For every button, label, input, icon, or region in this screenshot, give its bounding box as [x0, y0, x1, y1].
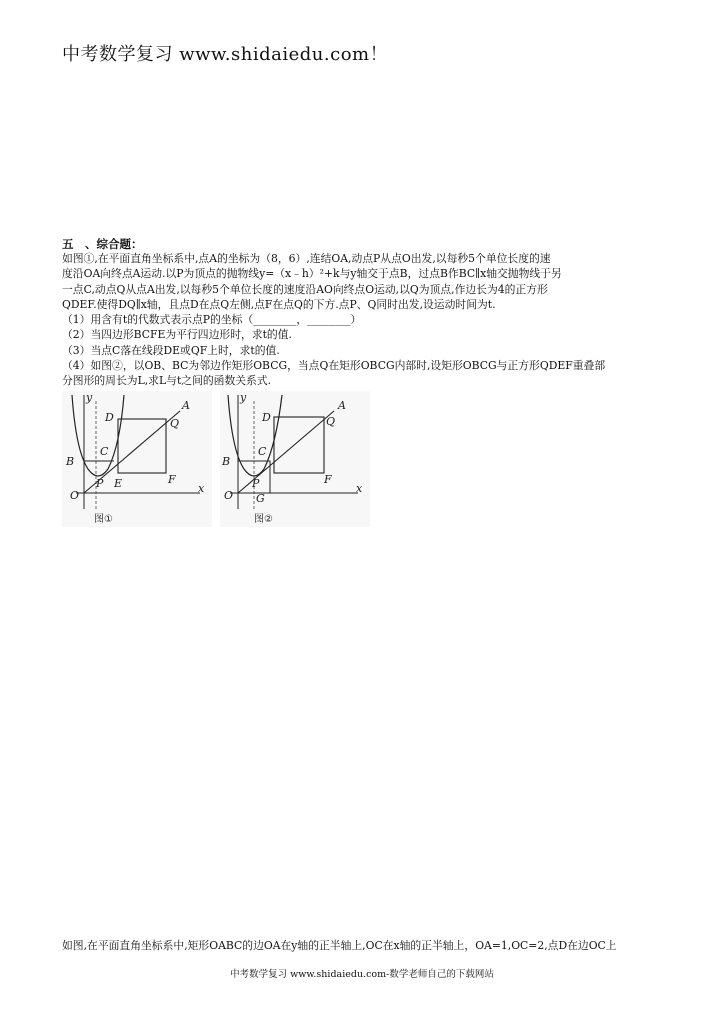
label-D: D	[105, 411, 114, 424]
label-F: F	[168, 473, 176, 486]
figure-caption: 图②	[254, 514, 273, 525]
problem-stem-line: 如图①,在平面直角坐标系中,点A的坐标为（8，6）,连结OA,动点P从点O出发,以每秒5个单位长度的速	[62, 252, 551, 265]
problem-stem-line: QDEF.使得DQ∥x轴，且点D在点Q左侧,点F在点Q的下方.点P、Q同时出发,设运动时间为t.	[62, 297, 496, 311]
question-4: （4）如图②，以OB、BC为邻边作矩形OBCG，当点Q在矩形OBCG内部时,设矩形OBCG与正方形QDEF重叠部	[62, 359, 606, 373]
problem-text	[62, 251, 662, 389]
page-header: 中考数学复习 www.shidaiedu.com！	[62, 44, 389, 65]
question-3: （3）当点C落在线段DE或QF上时，求t的值.	[62, 343, 280, 357]
figure-1-diagram	[62, 391, 212, 527]
label-A: A	[338, 399, 346, 412]
label-G: G	[256, 492, 265, 505]
label-C: C	[100, 445, 109, 458]
label-O: O	[70, 489, 80, 502]
label-x: x	[198, 482, 205, 495]
question-2: （2）当四边形BCFE为平行四边形时，求t的值.	[62, 328, 292, 342]
label-y: y	[240, 391, 247, 404]
label-P: P	[96, 477, 104, 490]
figure-2	[220, 391, 370, 527]
label-Q: Q	[326, 415, 336, 428]
label-B: B	[222, 455, 231, 468]
label-Q: Q	[170, 417, 180, 430]
label-A: A	[182, 399, 190, 412]
figure-1	[62, 391, 212, 527]
figure-2-diagram	[220, 391, 370, 527]
label-P: P	[252, 477, 260, 490]
figure-caption: 图①	[94, 514, 113, 525]
problem-stem-line: 一点C,动点Q从点A出发,以每秒5个单位长度的速度沿AO向终点O运动,以Q为顶点,作边长为4的正方形	[62, 282, 548, 296]
label-F: F	[324, 473, 332, 486]
label-y: y	[86, 391, 93, 404]
next-problem-text: 如图,在平面直角坐标系中,矩形OABC的边OA在y轴的正半轴上,OC在x轴的正半轴上，OA=1,OC=2,点D在边OC上	[62, 939, 617, 952]
label-D: D	[262, 411, 271, 424]
question-1: （1）用含有t的代数式表示点P的坐标（________，________）	[62, 313, 362, 327]
label-C: C	[258, 445, 267, 458]
problem-stem-line: 度沿OA向终点A运动.以P为顶点的抛物线y=（x﹣h）²+k与y轴交于点B，过点B作BC∥x轴交抛物线于另	[62, 267, 562, 281]
question-4-cont: 分图形的周长为L,求L与t之间的函数关系式.	[62, 374, 272, 388]
section-title: 五 、综合题：	[62, 237, 143, 251]
label-B: B	[66, 455, 75, 468]
label-O: O	[224, 489, 234, 502]
figures	[62, 391, 362, 527]
page-footer: 中考数学复习 www.shidaiedu.com-数学老师自己的下载网站	[230, 969, 494, 980]
label-E: E	[114, 477, 123, 490]
label-x: x	[356, 482, 363, 495]
